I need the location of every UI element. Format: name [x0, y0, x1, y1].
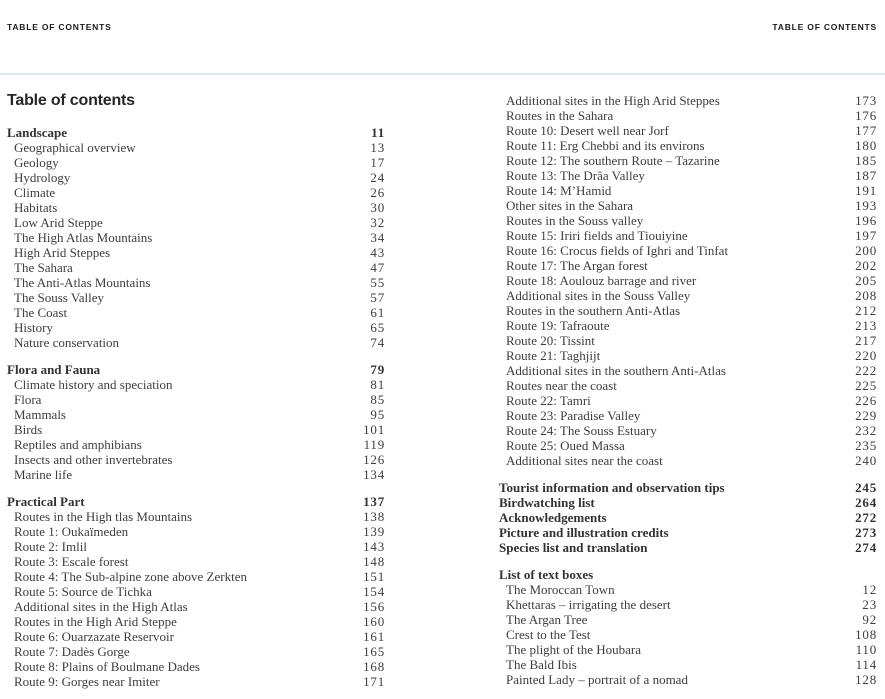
toc-entry-label: Route 15: Iriri fields and Tiouiyine: [506, 228, 688, 243]
toc-entry-row: [499, 453, 877, 468]
toc-entry-label: Practical Part: [7, 494, 85, 509]
running-header-left: TABLE OF CONTENTS: [7, 22, 112, 32]
toc-entry-row: [7, 422, 385, 437]
toc-entry-row: [7, 437, 385, 452]
toc-entry-label: The plight of the Houbara: [506, 642, 642, 657]
toc-entry-page-number: 47: [370, 260, 385, 275]
toc-entry-label: Route 7: Dadès Gorge: [14, 644, 130, 659]
toc-entry-page-number: 12: [862, 582, 877, 597]
header-divider-rule: [0, 73, 885, 75]
toc-entry-row: [499, 423, 877, 438]
toc-entry-row: [499, 183, 877, 198]
toc-entry-row: [7, 140, 385, 155]
toc-entry-row: [499, 288, 877, 303]
toc-entry-row: [7, 215, 385, 230]
toc-entry-label: Climate: [14, 185, 56, 200]
toc-entry-label: Habitats: [14, 200, 58, 215]
toc-entry-page-number: 134: [363, 467, 385, 482]
toc-entry-page-number: 148: [363, 554, 385, 569]
toc-entry-label: Additional sites in the High Atlas: [14, 599, 188, 614]
toc-entry-label: Route 19: Tafraoute: [506, 318, 610, 333]
toc-entry-row: [499, 228, 877, 243]
toc-section-header-row: [7, 494, 385, 509]
toc-entry-label: Flora: [14, 392, 42, 407]
toc-entry-row: [499, 108, 877, 123]
toc-entry-row: [7, 644, 385, 659]
toc-entry-page-number: 177: [855, 123, 877, 138]
toc-entry-row: [7, 275, 385, 290]
toc-entry-row: [499, 258, 877, 273]
toc-entry-label: Route 4: The Sub-alpine zone above Zerkten: [14, 569, 247, 584]
toc-section-header-row: [499, 480, 877, 495]
toc-entry-row: [7, 452, 385, 467]
toc-entry-label: Route 10: Desert well near Jorf: [506, 123, 669, 138]
toc-entry-row: [7, 524, 385, 539]
toc-entry-label: Route 25: Oued Massa: [506, 438, 625, 453]
toc-entry-label: Routes in the High Arid Steppe: [14, 614, 177, 629]
toc-entry-page-number: 160: [363, 614, 385, 629]
toc-section-header-row: [7, 362, 385, 377]
toc-entry-label: Route 13: The Drâa Valley: [506, 168, 645, 183]
toc-section: [7, 494, 385, 689]
toc-entry-label: Marine life: [14, 467, 73, 482]
toc-entry-page-number: 85: [370, 392, 385, 407]
toc-entry-label: Additional sites in the southern Anti-Atlas: [506, 363, 726, 378]
toc-entry-page-number: 213: [855, 318, 877, 333]
toc-section-header-row: [499, 510, 877, 525]
toc-entry-page-number: 245: [855, 480, 877, 495]
toc-entry-page-number: 264: [855, 495, 877, 510]
toc-entry-page-number: 193: [855, 198, 877, 213]
toc-entry-label: Route 1: Oukaïmeden: [14, 524, 129, 539]
toc-entry-page-number: 61: [370, 305, 385, 320]
toc-entry-row: [499, 627, 877, 642]
toc-entry-page-number: 191: [855, 183, 877, 198]
toc-entry-page-number: 57: [370, 290, 385, 305]
toc-entry-label: Route 5: Source de Tichka: [14, 584, 152, 599]
toc-entry-page-number: 226: [855, 393, 877, 408]
toc-entry-row: [499, 408, 877, 423]
toc-entry-row: [7, 569, 385, 584]
toc-entry-page-number: 176: [855, 108, 877, 123]
toc-entry-label: The Bald Ibis: [506, 657, 577, 672]
toc-entry-page-number: 43: [370, 245, 385, 260]
toc-entry-page-number: 126: [363, 452, 385, 467]
toc-entry-label: Landscape: [7, 125, 67, 140]
toc-entry-row: [499, 378, 877, 393]
toc-entry-row: [499, 597, 877, 612]
toc-entry-label: Flora and Fauna: [7, 362, 101, 377]
toc-entry-label: Climate history and speciation: [14, 377, 173, 392]
toc-entry-page-number: 119: [363, 437, 385, 452]
toc-entry-page-number: 30: [370, 200, 385, 215]
toc-entry-row: [7, 335, 385, 350]
toc-left-column: [7, 92, 385, 689]
toc-entry-page-number: 74: [370, 335, 385, 350]
toc-entry-page-number: 232: [855, 423, 877, 438]
toc-section: [499, 567, 877, 687]
toc-entry-row: [7, 377, 385, 392]
toc-entry-page-number: 81: [370, 377, 385, 392]
toc-entry-page-number: 274: [855, 540, 877, 555]
toc-entry-row: [499, 582, 877, 597]
toc-entry-label: Khettaras – irrigating the desert: [506, 597, 671, 612]
toc-entry-label: The Souss Valley: [14, 290, 105, 305]
toc-entry-page-number: 92: [862, 612, 877, 627]
toc-entry-page-number: 205: [855, 273, 877, 288]
toc-entry-label: The Argan Tree: [506, 612, 588, 627]
toc-entry-label: Tourist information and observation tips: [499, 480, 725, 495]
toc-entry-row: [7, 584, 385, 599]
toc-entry-page-number: 200: [855, 243, 877, 258]
toc-entry-label: Routes in the southern Anti-Atlas: [506, 303, 681, 318]
toc-entry-label: Routes near the coast: [506, 378, 617, 393]
toc-entry-page-number: 23: [862, 597, 877, 612]
toc-entry-label: History: [14, 320, 53, 335]
toc-entry-row: [499, 123, 877, 138]
toc-entry-label: The Anti-Atlas Mountains: [14, 275, 151, 290]
toc-entry-page-number: 235: [855, 438, 877, 453]
toc-entry-page-number: 185: [855, 153, 877, 168]
toc-entry-row: [499, 672, 877, 687]
toc-entry-row: [499, 348, 877, 363]
toc-entry-label: Nature conservation: [14, 335, 120, 350]
toc-entry-row: [499, 138, 877, 153]
toc-entry-label: Route 18: Aoulouz barrage and river: [506, 273, 697, 288]
toc-entry-row: [7, 245, 385, 260]
toc-entry-label: Route 22: Tamri: [506, 393, 591, 408]
toc-entry-row: [7, 320, 385, 335]
toc-entry-label: Route 20: Tissint: [506, 333, 595, 348]
toc-entry-page-number: 272: [855, 510, 877, 525]
toc-entry-label: Route 24: The Souss Estuary: [506, 423, 657, 438]
toc-entry-label: Route 12: The southern Route – Tazarine: [506, 153, 720, 168]
toc-entry-label: Crest to the Test: [506, 627, 591, 642]
toc-entry-row: [7, 674, 385, 689]
toc-entry-label: Low Arid Steppe: [14, 215, 103, 230]
toc-entry-label: Insects and other invertebrates: [14, 452, 173, 467]
toc-entry-row: [499, 93, 877, 108]
toc-entry-row: [499, 642, 877, 657]
toc-entry-row: [499, 657, 877, 672]
running-header-right: TABLE OF CONTENTS: [772, 22, 877, 32]
toc-section-header-row: [499, 540, 877, 555]
toc-right-sections: [499, 93, 877, 687]
toc-entry-row: [499, 393, 877, 408]
toc-entry-row: [7, 407, 385, 422]
toc-entry-page-number: 156: [363, 599, 385, 614]
toc-entry-label: Route 17: The Argan forest: [506, 258, 648, 273]
toc-entry-label: High Arid Steppes: [14, 245, 111, 260]
toc-entry-row: [499, 612, 877, 627]
toc-entry-label: Routes in the High tlas Mountains: [14, 509, 193, 524]
toc-entry-page-number: 229: [855, 408, 877, 423]
toc-entry-row: [7, 392, 385, 407]
toc-entry-row: [499, 153, 877, 168]
toc-entry-row: [499, 363, 877, 378]
toc-entry-label: Geographical overview: [14, 140, 136, 155]
toc-entry-page-number: 110: [855, 642, 877, 657]
toc-entry-page-number: 165: [363, 644, 385, 659]
toc-entry-page-number: 101: [363, 422, 385, 437]
toc-entry-label: The High Atlas Mountains: [14, 230, 153, 245]
toc-section-header-row: [499, 525, 877, 540]
toc-entry-page-number: 212: [855, 303, 877, 318]
toc-entry-label: Geology: [14, 155, 59, 170]
toc-entry-label: Routes in the Sahara: [506, 108, 614, 123]
toc-right-column: [499, 93, 877, 687]
toc-entry-page-number: 95: [370, 407, 385, 422]
toc-entry-label: Acknowledgements: [499, 510, 607, 525]
toc-entry-label: Route 21: Taghjijt: [506, 348, 601, 363]
toc-entry-row: [499, 243, 877, 258]
toc-entry-row: [7, 170, 385, 185]
toc-section: [499, 480, 877, 555]
toc-entry-page-number: 217: [855, 333, 877, 348]
toc-entry-page-number: 173: [855, 93, 877, 108]
toc-entry-page-number: 273: [855, 525, 877, 540]
toc-left-sections: [7, 125, 385, 689]
toc-entry-page-number: 171: [363, 674, 385, 689]
toc-entry-label: The Moroccan Town: [506, 582, 615, 597]
toc-section-header-row: [499, 495, 877, 510]
toc-entry-label: Reptiles and amphibians: [14, 437, 142, 452]
toc-entry-label: Additional sites in the Souss Valley: [506, 288, 691, 303]
toc-entry-label: List of text boxes: [499, 567, 594, 582]
page-title: Table of contents: [7, 92, 135, 109]
toc-entry-row: [7, 659, 385, 674]
toc-entry-page-number: 13: [370, 140, 385, 155]
toc-entry-label: Mammals: [14, 407, 66, 422]
toc-section: [499, 93, 877, 468]
toc-entry-label: Birds: [14, 422, 43, 437]
toc-entry-row: [499, 333, 877, 348]
toc-entry-page-number: 17: [370, 155, 385, 170]
toc-entry-row: [7, 614, 385, 629]
toc-entry-row: [7, 554, 385, 569]
toc-entry-row: [7, 155, 385, 170]
toc-entry-page-number: 240: [855, 453, 877, 468]
toc-entry-row: [499, 318, 877, 333]
toc-section-header-row: [499, 567, 877, 582]
toc-entry-label: The Coast: [14, 305, 68, 320]
toc-entry-page-number: 168: [363, 659, 385, 674]
toc-section: [7, 125, 385, 350]
toc-entry-page-number: 34: [370, 230, 385, 245]
toc-entry-label: Routes in the Souss valley: [506, 213, 644, 228]
toc-entry-page-number: 208: [855, 288, 877, 303]
toc-entry-page-number: 225: [855, 378, 877, 393]
toc-entry-page-number: 32: [370, 215, 385, 230]
toc-entry-label: Route 14: M’Hamid: [506, 183, 612, 198]
toc-entry-row: [7, 509, 385, 524]
toc-entry-page-number: 24: [370, 170, 385, 185]
toc-entry-page-number: 222: [855, 363, 877, 378]
toc-entry-label: Route 16: Crocus fields of Ighri and Tinfat: [506, 243, 729, 258]
toc-entry-page-number: 138: [363, 509, 385, 524]
toc-entry-page-number: 180: [855, 138, 877, 153]
toc-entry-label: Route 6: Ouarzazate Reservoir: [14, 629, 174, 644]
toc-entry-row: [499, 213, 877, 228]
toc-entry-row: [499, 168, 877, 183]
toc-entry-row: [7, 467, 385, 482]
toc-entry-label: Route 11: Erg Chebbi and its environs: [506, 138, 705, 153]
toc-entry-page-number: 55: [370, 275, 385, 290]
toc-entry-label: Birdwatching list: [499, 495, 595, 510]
toc-entry-row: [7, 629, 385, 644]
toc-entry-row: [499, 273, 877, 288]
toc-entry-row: [7, 185, 385, 200]
toc-entry-label: Additional sites near the coast: [506, 453, 663, 468]
toc-entry-page-number: 139: [363, 524, 385, 539]
toc-entry-page-number: 151: [363, 569, 385, 584]
toc-entry-page-number: 65: [370, 320, 385, 335]
toc-entry-label: Route 2: Imlil: [14, 539, 87, 554]
toc-entry-row: [7, 305, 385, 320]
toc-entry-label: Species list and translation: [499, 540, 648, 555]
toc-entry-label: Route 9: Gorges near Imiter: [14, 674, 160, 689]
toc-entry-page-number: 187: [855, 168, 877, 183]
toc-entry-page-number: 128: [855, 672, 877, 687]
toc-entry-label: Route 8: Plains of Boulmane Dades: [14, 659, 200, 674]
toc-entry-page-number: 154: [363, 584, 385, 599]
toc-entry-row: [7, 539, 385, 554]
toc-entry-page-number: 196: [855, 213, 877, 228]
toc-section: [7, 362, 385, 482]
toc-entry-page-number: 114: [855, 657, 877, 672]
toc-entry-page-number: 202: [855, 258, 877, 273]
toc-entry-row: [499, 438, 877, 453]
toc-section-header-row: [7, 125, 385, 140]
toc-entry-page-number: 26: [370, 185, 385, 200]
toc-entry-label: Additional sites in the High Arid Steppes: [506, 93, 720, 108]
toc-entry-page-number: 220: [855, 348, 877, 363]
toc-entry-page-number: 143: [363, 539, 385, 554]
toc-entry-label: Hydrology: [14, 170, 71, 185]
toc-entry-row: [7, 230, 385, 245]
toc-entry-row: [7, 200, 385, 215]
toc-entry-label: Picture and illustration credits: [499, 525, 669, 540]
toc-entry-row: [499, 198, 877, 213]
toc-entry-label: Route 23: Paradise Valley: [506, 408, 641, 423]
toc-entry-page-number: 161: [363, 629, 385, 644]
toc-entry-row: [499, 303, 877, 318]
toc-entry-label: Route 3: Escale forest: [14, 554, 129, 569]
toc-entry-row: [7, 599, 385, 614]
toc-entry-label: The Sahara: [14, 260, 73, 275]
toc-entry-row: [7, 260, 385, 275]
toc-entry-page-number: 11: [371, 125, 385, 140]
toc-entry-label: Painted Lady – portrait of a nomad: [506, 672, 688, 687]
toc-entry-label: Other sites in the Sahara: [506, 198, 634, 213]
toc-entry-page-number: 197: [855, 228, 877, 243]
toc-entry-page-number: 79: [370, 362, 385, 377]
toc-entry-page-number: 137: [363, 494, 385, 509]
toc-entry-page-number: 108: [855, 627, 877, 642]
toc-entry-row: [7, 290, 385, 305]
